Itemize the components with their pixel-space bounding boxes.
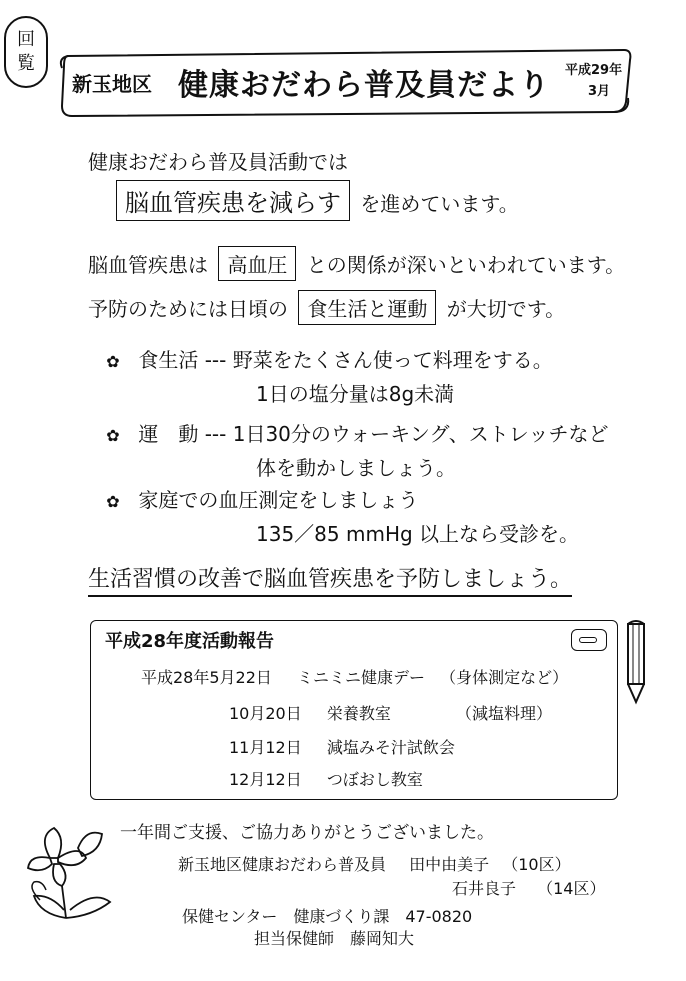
bullet-dash: ---: [204, 422, 227, 446]
violet-flower-icon: [20, 818, 120, 928]
bullet-diet: [104, 344, 553, 373]
issue-year: 平成29年: [565, 63, 623, 78]
relation-line: [88, 246, 625, 281]
bullet-label: 食生活: [138, 348, 199, 372]
diet-exercise-box: 食生活と運動: [298, 290, 436, 325]
memo-icon: [571, 629, 607, 651]
intro-line-1: 健康おだわら普及員活動では: [88, 150, 348, 174]
report-row: [141, 665, 568, 688]
report-note: （減塩料理）: [455, 704, 552, 723]
report-title: 平成28年度活動報告: [105, 631, 275, 652]
report-date: 平成28年5月22日: [141, 668, 272, 687]
pencil-icon: [622, 618, 650, 706]
bullet-blood-pressure: [104, 484, 418, 513]
issue-month: 3月: [588, 84, 611, 99]
member-district: （14区）: [537, 879, 606, 898]
public-health-nurse: 担当保健師 藤岡知大: [254, 929, 415, 948]
signature-member-2: [452, 876, 605, 899]
bullet-exercise: [104, 418, 609, 447]
thanks-message: 一年間ご支援、ご協力ありがとうございました。: [120, 823, 494, 843]
area-name: 新玉地区: [72, 72, 152, 96]
relation-before: 脳血管疾患は: [88, 253, 208, 277]
newsletter-banner: [58, 42, 636, 120]
relation-after: との関係が深いといわれています。: [306, 253, 626, 277]
prevention-line: [88, 290, 565, 325]
report-row: [229, 735, 455, 758]
intro-line-2-tail: を進めています。: [360, 192, 519, 216]
report-event: 減塩みそ汁試飲会: [326, 738, 455, 757]
bullet-text: 野菜をたくさん使って料理をする。: [232, 348, 553, 372]
newsletter-title: 健康おだわら普及員だより: [178, 68, 550, 103]
hypertension-box: 高血圧: [218, 246, 296, 281]
slogan: 生活習慣の改善で脳血管疾患を予防しましょう。: [88, 562, 572, 597]
report-date: 10月20日: [229, 704, 302, 723]
bullet-diet-sub: 1日の塩分量は8g未満: [256, 382, 455, 406]
flower-bullet-icon: ✿: [106, 352, 120, 371]
circulation-stamp: [4, 16, 48, 88]
member-district: （10区）: [502, 855, 571, 874]
health-center-contact: 保健センター 健康づくり課 47-0820: [182, 907, 473, 926]
goal-box: 脳血管疾患を減らす: [116, 180, 350, 221]
intro-line-2: [112, 180, 519, 221]
report-date: 11月12日: [229, 738, 302, 757]
member-name: 石井良子: [452, 879, 517, 898]
report-date: 12月12日: [229, 770, 302, 789]
prevention-before: 予防のためには日頃の: [88, 297, 288, 321]
flower-bullet-icon: ✿: [106, 492, 120, 511]
bullet-text: 1日30分のウォーキング、ストレッチなど: [232, 422, 609, 446]
bullet-dash: ---: [204, 348, 227, 372]
bullet-label: 運 動: [138, 422, 199, 446]
flower-bullet-icon: ✿: [106, 426, 120, 445]
signature-org: 新玉地区健康おだわら普及員: [178, 855, 387, 874]
report-row: [229, 767, 423, 790]
report-event: 栄養教室: [326, 704, 391, 723]
stamp-char-2: 覧: [17, 53, 35, 74]
member-name: 田中由美子: [409, 855, 490, 874]
bullet-exercise-sub: 体を動かしましょう。: [256, 456, 456, 480]
report-event: つぼおし教室: [326, 770, 423, 789]
signature-org-line: [178, 852, 571, 875]
report-note: （身体測定など）: [440, 668, 569, 687]
report-row: [229, 701, 552, 724]
bullet-text: 家庭での血圧測定をしましょう: [138, 488, 419, 512]
activity-report-box: [90, 620, 618, 800]
prevention-after: が大切です。: [446, 297, 566, 321]
bullet-blood-pressure-sub: 135／85 mmHg 以上なら受診を。: [256, 522, 580, 546]
report-event: ミニミニ健康デー: [297, 668, 426, 687]
stamp-char-1: 回: [17, 29, 35, 50]
